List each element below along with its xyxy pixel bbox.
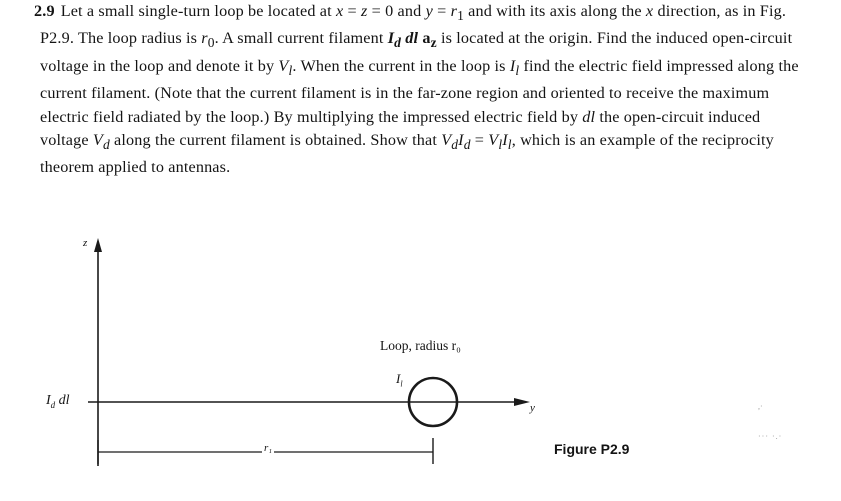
loop-label: Loop, radius r₀: [380, 338, 461, 353]
z-axis-label: z: [83, 237, 88, 249]
loop-current-label: $I_l$: [396, 371, 403, 389]
y-axis-label: y: [530, 402, 535, 414]
filament-label: $I_d$ dl: [46, 393, 70, 410]
y-axis-arrow: [514, 398, 530, 406]
problem-number: 2.9: [34, 2, 55, 20]
z-axis-arrow: [94, 238, 102, 252]
scan-mark: ,·: [758, 402, 763, 411]
scan-mark: ··· ·.·: [758, 432, 783, 441]
distance-label: r₁: [264, 442, 273, 454]
figure-caption: Figure P2.9: [554, 441, 630, 457]
problem-text: Let a small single-turn loop be located at x = z = 0 and $y = r_1$ and with its axis along the x direction, as in Fig. P2.9. The loop radius is $r_0$. A small current filament $I_d$ dl $a_z$ is located at the origin. Find the induced open-circuit voltage in the loop and denote it by $V_l$. When the current in the loop is $I_l$ find the electric field impressed along the current filament. (Note that the current filament is in the far-zone region and oriented to receive the maximum electric field radiated by the loop.) By multiplying the impressed electric field by dl the open-circuit induced voltage $V_d$ along the current filament is obtained. Show that $V_dI_d = V_lI_l$, which is an example of the reciprocity theorem applied to antennas.: [40, 2, 799, 177]
